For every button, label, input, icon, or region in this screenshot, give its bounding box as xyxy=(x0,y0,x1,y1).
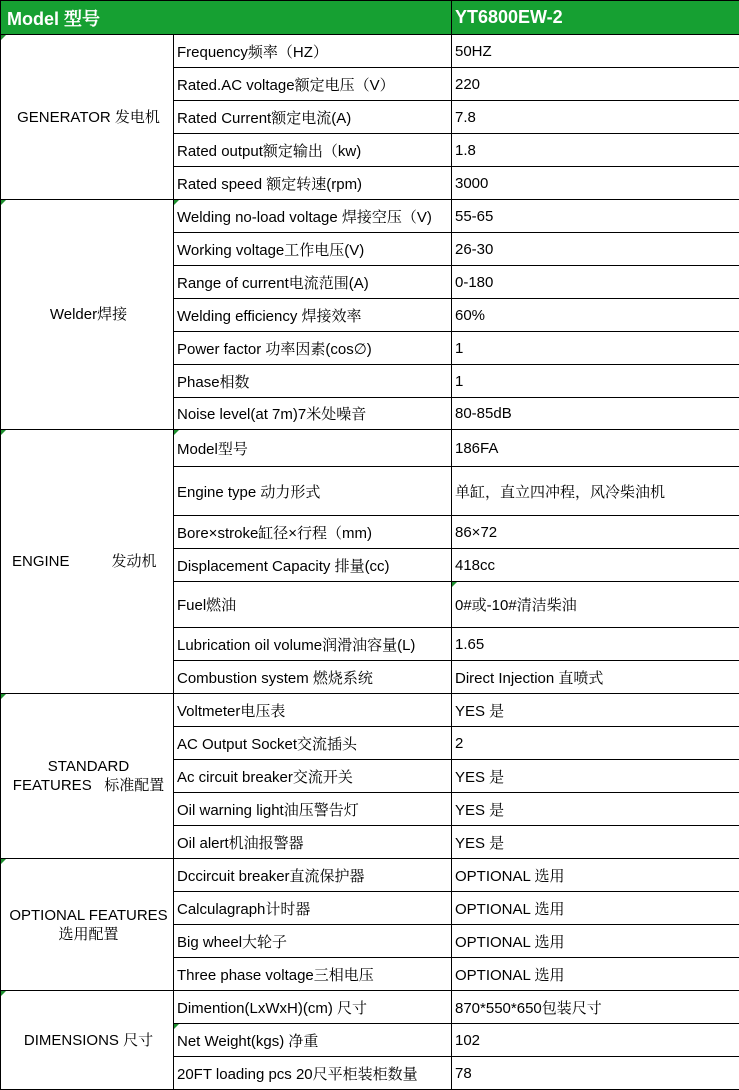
spec-name: Big wheel大轮子 xyxy=(174,925,452,958)
spec-name: Engine type 动力形式 xyxy=(174,467,452,516)
spec-name: AC Output Socket交流插头 xyxy=(174,727,452,760)
spec-name: Voltmeter电压表 xyxy=(174,694,452,727)
spec-name: Combustion system 燃烧系统 xyxy=(174,661,452,694)
spec-value: OPTIONAL 选用 xyxy=(452,958,739,991)
table-row xyxy=(1,991,739,1024)
spec-value: YES 是 xyxy=(452,793,739,826)
spec-name: Bore×stroke缸径×行程（mm) xyxy=(174,516,452,549)
spec-name: Frequency频率（HZ） xyxy=(174,35,452,68)
spec-name: Working voltage工作电压(V) xyxy=(174,233,452,266)
spec-value: 0-180 xyxy=(452,266,739,299)
spec-value: 1.8 xyxy=(452,134,739,167)
spec-name: Rated Current额定电流(A) xyxy=(174,101,452,134)
spec-value: 870*550*650包装尺寸 xyxy=(452,991,739,1024)
section-optional-label-1: OPTIONAL FEATURES xyxy=(9,906,168,924)
spec-value: 78 xyxy=(452,1057,739,1090)
spec-name: Dccircuit breaker直流保护器 xyxy=(174,859,452,892)
spec-value: 102 xyxy=(452,1024,739,1057)
spec-value: 1 xyxy=(452,332,739,365)
spec-name: Displacement Capacity 排量(cc) xyxy=(174,549,452,582)
spec-name: Range of current电流范围(A) xyxy=(174,266,452,299)
spec-value: 55-65 xyxy=(452,200,739,233)
spec-name: Net Weight(kgs) 净重 xyxy=(174,1024,452,1057)
section-welder: Welder焊接 xyxy=(1,200,174,430)
spec-name: Fuel燃油 xyxy=(174,582,452,628)
spec-value: 0#或-10#清洁柴油 xyxy=(452,582,739,628)
spec-value: 1 xyxy=(452,365,739,398)
spec-value: 186FA xyxy=(452,430,739,467)
spec-value: 26-30 xyxy=(452,233,739,266)
spec-name: Welding no-load voltage 焊接空压（V) xyxy=(174,200,452,233)
section-generator: GENERATOR 发电机 xyxy=(1,35,174,200)
spec-name: Welding efficiency 焊接效率 xyxy=(174,299,452,332)
spec-name: Noise level(at 7m)7米处噪音 xyxy=(174,398,452,430)
spec-value: YES 是 xyxy=(452,760,739,793)
spec-value: OPTIONAL 选用 xyxy=(452,859,739,892)
section-standard-features xyxy=(1,694,174,859)
spec-name: Rated output额定输出（kw) xyxy=(174,134,452,167)
spec-name: Phase相数 xyxy=(174,365,452,398)
spec-value: Direct Injection 直喷式 xyxy=(452,661,739,694)
spec-value: 7.8 xyxy=(452,101,739,134)
spec-value: 3000 xyxy=(452,167,739,200)
spec-value: 220 xyxy=(452,68,739,101)
table-row xyxy=(1,694,739,727)
spec-name: Three phase voltage三相电压 xyxy=(174,958,452,991)
spec-value: OPTIONAL 选用 xyxy=(452,892,739,925)
spec-value: OPTIONAL 选用 xyxy=(452,925,739,958)
header-model-label: Model 型号 xyxy=(1,1,452,35)
spec-value: 418cc xyxy=(452,549,739,582)
table-row xyxy=(1,859,739,892)
spec-name: Model型号 xyxy=(174,430,452,467)
table-row xyxy=(1,35,739,68)
spec-name: Oil warning light油压警告灯 xyxy=(174,793,452,826)
spec-value: 单缸，直立四冲程，风冷柴油机 xyxy=(452,467,739,516)
section-engine-label-cn: 发动机 xyxy=(111,553,157,570)
spec-value: 50HZ xyxy=(452,35,739,68)
spec-name: Power factor 功率因素(cos∅) xyxy=(174,332,452,365)
spec-value: YES 是 xyxy=(452,694,739,727)
header-row xyxy=(1,1,739,35)
header-model-value: YT6800EW-2 xyxy=(452,1,739,35)
spec-name: Dimention(LxWxH)(cm) 尺寸 xyxy=(174,991,452,1024)
section-optional-label-2: 选用配置 xyxy=(58,925,119,943)
spec-value: 86×72 xyxy=(452,516,739,549)
spec-name: Oil alert机油报警器 xyxy=(174,826,452,859)
spec-value: 2 xyxy=(452,727,739,760)
table-row xyxy=(1,430,739,467)
section-optional-features xyxy=(1,859,174,991)
spec-name: Rated speed 额定转速(rpm) xyxy=(174,167,452,200)
section-engine-label-en: ENGINE xyxy=(12,553,70,570)
spec-value: YES 是 xyxy=(452,826,739,859)
section-standard-label-2: FEATURES 标准配置 xyxy=(12,777,165,794)
spec-name: Ac circuit breaker交流开关 xyxy=(174,760,452,793)
table-row xyxy=(1,200,739,233)
spec-value: 60% xyxy=(452,299,739,332)
section-engine xyxy=(1,430,174,694)
section-dimensions: DIMENSIONS 尺寸 xyxy=(1,991,174,1090)
spec-name: Lubrication oil volume润滑油容量(L) xyxy=(174,628,452,661)
spec-value: 80-85dB xyxy=(452,398,739,430)
spec-name: Calculagraph计时器 xyxy=(174,892,452,925)
section-standard-label-1: STANDARD xyxy=(47,758,130,775)
spec-value: 1.65 xyxy=(452,628,739,661)
spec-name: 20FT loading pcs 20尺平柜装柜数量 xyxy=(174,1057,452,1090)
spec-name: Rated.AC voltage额定电压（V） xyxy=(174,68,452,101)
